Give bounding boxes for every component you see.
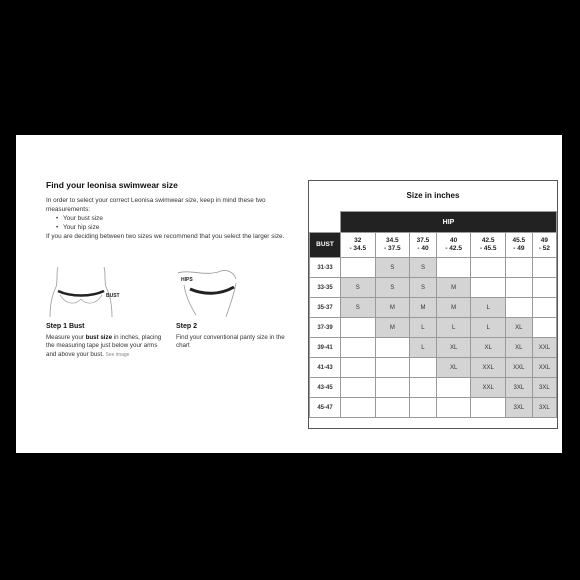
size-cell: XL (436, 338, 471, 358)
size-cell: XXL (505, 358, 532, 378)
size-cell: S (375, 258, 410, 278)
size-cell: L (410, 338, 437, 358)
size-row (310, 378, 557, 398)
size-cell: XL (436, 358, 471, 378)
size-cell (375, 358, 410, 378)
size-cell (471, 398, 506, 418)
size-cell (532, 298, 556, 318)
bust-range-cell: 43-45 (310, 378, 341, 398)
size-cell: S (341, 298, 376, 318)
size-cell (375, 378, 410, 398)
hip-columns-row (310, 233, 557, 258)
bust-range-cell: 37-39 (310, 318, 341, 338)
size-cell (341, 258, 376, 278)
size-cell: XXL (471, 358, 506, 378)
size-cell: M (375, 298, 410, 318)
step2-title: Step 2 (176, 323, 198, 330)
corner-cell (310, 212, 341, 233)
size-row (310, 398, 557, 418)
size-cell: M (436, 298, 471, 318)
size-cell (341, 358, 376, 378)
bust-range-cell: 39-41 (310, 338, 341, 358)
size-cell (436, 258, 471, 278)
steps (46, 265, 316, 385)
bullet-hip: • Your hip size (56, 223, 306, 232)
size-cell (532, 318, 556, 338)
hip-col-2: 37.5 - 40 (410, 233, 437, 258)
measurement-list (46, 214, 306, 232)
size-cell (341, 338, 376, 358)
size-cell: 3XL (532, 398, 556, 418)
size-cell (375, 338, 410, 358)
hip-col-4: 42.5 - 45.5 (471, 233, 506, 258)
size-cell: XXL (471, 378, 506, 398)
bust-range-cell: 35-37 (310, 298, 341, 318)
size-row (310, 278, 557, 298)
hips-figure-label: HIPS (181, 277, 193, 283)
see-image-link[interactable]: See image (105, 351, 130, 358)
intro-text: In order to select your correct Leonisa swimwear size, keep in mind these two measurements: (46, 197, 266, 213)
guide-heading: Find your leonisa swimwear size (46, 180, 178, 190)
hips-figure (176, 265, 296, 320)
size-cell: M (436, 278, 471, 298)
size-cell (341, 378, 376, 398)
size-cell (410, 378, 437, 398)
hip-header-row (310, 212, 557, 233)
hip-header: HIP (341, 212, 557, 233)
size-cell: XL (505, 318, 532, 338)
size-cell: S (410, 258, 437, 278)
size-row (310, 258, 557, 278)
size-rows (310, 258, 557, 418)
instructions (46, 180, 306, 241)
size-cell: 3XL (505, 378, 532, 398)
size-cell (471, 278, 506, 298)
size-cell: S (375, 278, 410, 298)
size-cell: S (410, 278, 437, 298)
size-cell: L (471, 318, 506, 338)
hip-col-5: 45.5 - 49 (505, 233, 532, 258)
step-2 (176, 265, 296, 351)
size-cell (410, 358, 437, 378)
size-cell: S (341, 278, 376, 298)
size-cell (341, 398, 376, 418)
size-row (310, 338, 557, 358)
step1-title: Step 1 Bust (46, 323, 85, 330)
size-cell (436, 378, 471, 398)
size-row (310, 358, 557, 378)
step-1 (46, 265, 166, 359)
size-cell (532, 278, 556, 298)
size-cell (532, 258, 556, 278)
size-cell: L (471, 298, 506, 318)
size-row (310, 318, 557, 338)
size-cell: L (410, 318, 437, 338)
bust-range-cell: 45-47 (310, 398, 341, 418)
size-cell: L (436, 318, 471, 338)
hips-illustration (176, 265, 246, 320)
size-cell (471, 258, 506, 278)
step2-desc: Find your conventional panty size in the chart (176, 334, 285, 350)
size-table (309, 211, 557, 418)
bust-range-cell: 33-35 (310, 278, 341, 298)
size-cell: XXL (532, 358, 556, 378)
step1-desc: Measure your bust size in inches, placing the measuring tape just below your arms and above your bust. See image (46, 334, 162, 358)
size-cell: M (410, 298, 437, 318)
advice-text: If you are deciding between two sizes we recommend that you select the larger size. (46, 233, 285, 240)
hip-col-3: 40 - 42.5 (436, 233, 471, 258)
bust-range-cell: 41-43 (310, 358, 341, 378)
size-cell: XXL (532, 338, 556, 358)
bust-figure-label: BUST (106, 293, 120, 299)
size-cell (505, 278, 532, 298)
size-cell (505, 258, 532, 278)
chart-title: Size in inches (406, 191, 460, 200)
bust-figure (46, 265, 166, 320)
bust-header: BUST (310, 233, 341, 258)
size-cell: 3XL (505, 398, 532, 418)
bullet-bust: • Your bust size (56, 214, 306, 223)
hip-col-6: 49 - 52 (532, 233, 556, 258)
size-cell (410, 398, 437, 418)
size-cell (436, 398, 471, 418)
size-cell (341, 318, 376, 338)
bust-range-cell: 31-33 (310, 258, 341, 278)
size-row (310, 298, 557, 318)
hip-col-1: 34.5 - 37.5 (375, 233, 410, 258)
hip-col-0: 32 - 34.5 (341, 233, 376, 258)
size-cell (375, 398, 410, 418)
size-chart (308, 180, 558, 429)
size-cell: XL (505, 338, 532, 358)
size-cell: 3XL (532, 378, 556, 398)
size-cell: XL (471, 338, 506, 358)
size-cell (505, 298, 532, 318)
size-guide-card (16, 135, 562, 453)
size-cell: M (375, 318, 410, 338)
